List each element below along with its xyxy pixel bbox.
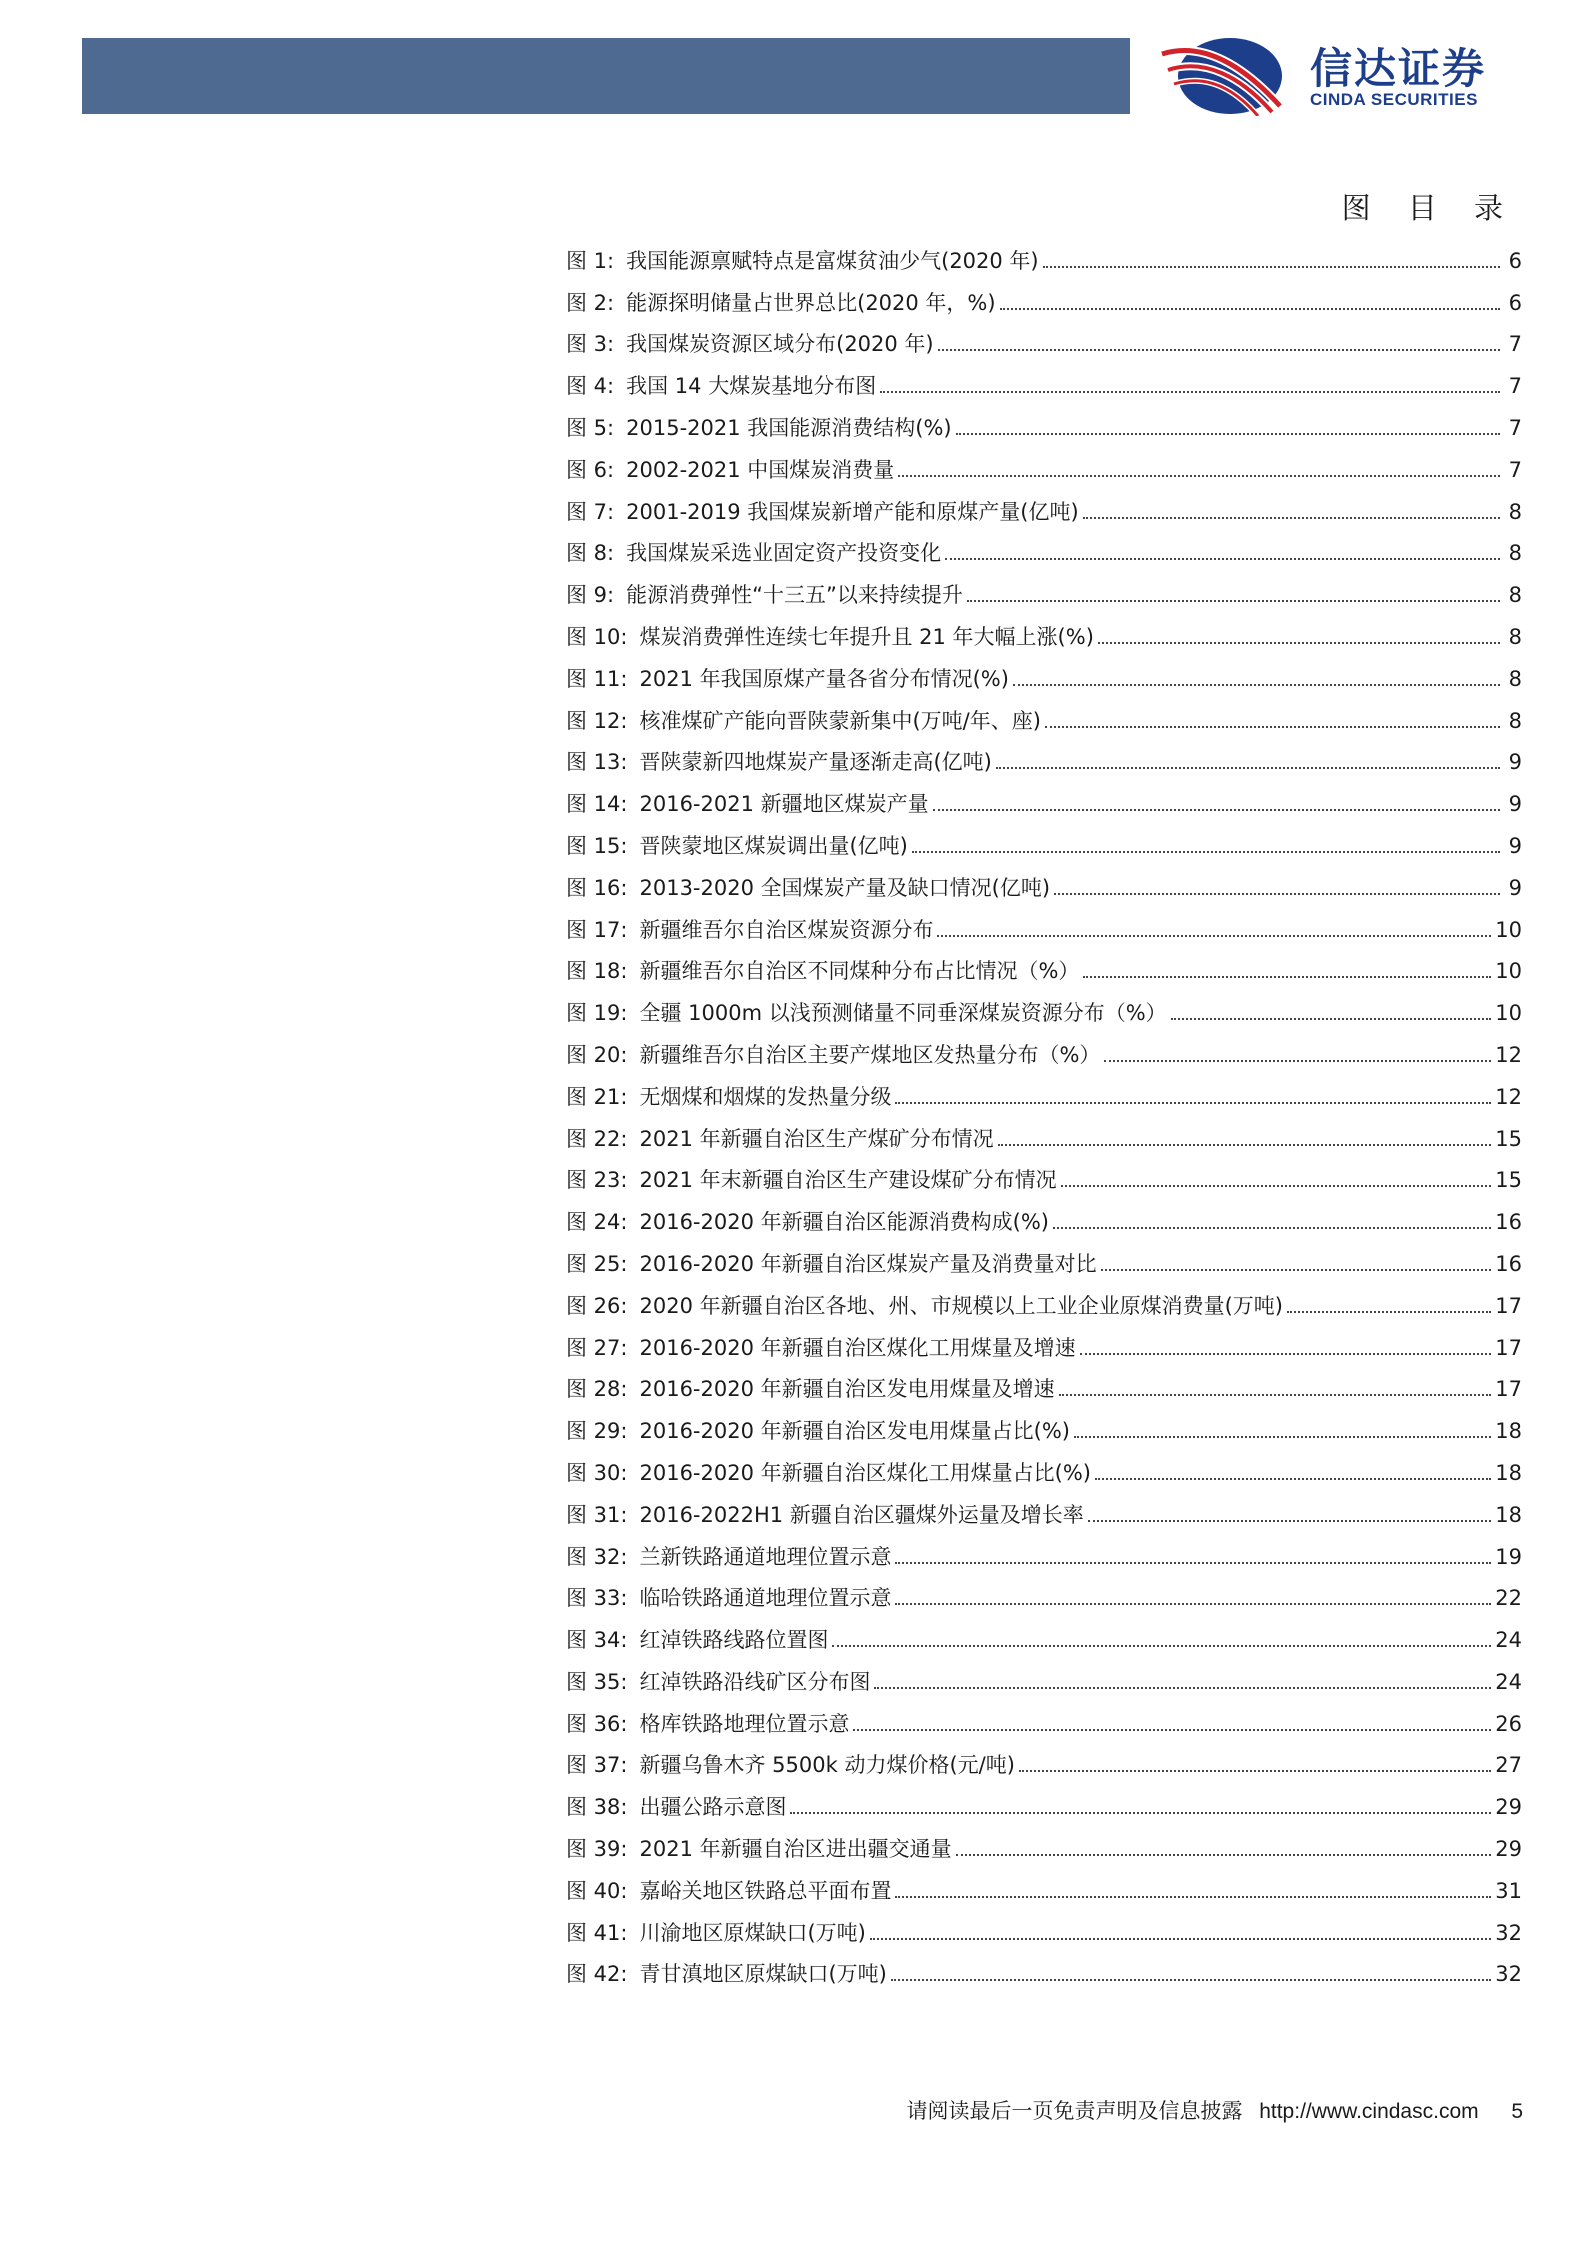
toc-entry-caption: 新疆维吾尔自治区不同煤种分布占比情况（%） <box>639 959 1080 984</box>
toc-dot-leader <box>1287 1311 1491 1313</box>
toc-dot-leader <box>933 809 1500 811</box>
toc-entry[interactable] <box>566 1908 1522 1950</box>
toc-entry-label: 图 16: <box>566 875 628 900</box>
toc-entry-caption: 2002-2021 中国煤炭消费量 <box>626 457 895 482</box>
toc-entry-page: 32 <box>1495 1920 1522 1945</box>
header-brand-bar <box>82 38 1130 114</box>
toc-entry-label: 图 39: <box>566 1837 628 1862</box>
toc-entry-page: 7 <box>1508 415 1522 440</box>
toc-dot-leader <box>1088 1520 1491 1522</box>
toc-entry-page: 17 <box>1495 1293 1522 1318</box>
toc-entry-label: 图 41: <box>566 1920 628 1945</box>
toc-dot-leader <box>1083 976 1491 978</box>
toc-entry-label: 图 11: <box>566 666 628 691</box>
toc-entry[interactable] <box>566 1782 1522 1824</box>
toc-entry-label: 图 19: <box>566 1001 628 1026</box>
toc-entry[interactable] <box>566 1406 1522 1448</box>
toc-entry-label: 图 38: <box>566 1795 628 1820</box>
toc-entry-label: 图 4: <box>566 374 615 399</box>
toc-entry-page: 8 <box>1508 583 1522 608</box>
toc-entry-page: 8 <box>1508 499 1522 524</box>
toc-entry-page: 24 <box>1495 1628 1522 1653</box>
toc-entry[interactable] <box>566 236 1522 278</box>
toc-title: 图 目 录 <box>1341 191 1517 225</box>
toc-entry-label: 图 40: <box>566 1878 628 1903</box>
toc-entry[interactable] <box>566 1490 1522 1532</box>
toc-dot-leader <box>1013 684 1500 686</box>
toc-entry[interactable] <box>566 1239 1522 1281</box>
toc-entry[interactable] <box>566 905 1522 947</box>
toc-entry-label: 图 12: <box>566 708 628 733</box>
page-number: 5 <box>1511 2100 1523 2123</box>
toc-entry[interactable] <box>566 821 1522 863</box>
toc-entry-caption: 2021 年我国原煤产量各省分布情况(%) <box>639 666 1009 691</box>
toc-entry-caption: 我国煤炭资源区域分布(2020 年) <box>626 332 934 357</box>
toc-entry-caption: 煤炭消费弹性连续七年提升且 21 年大幅上涨(%) <box>639 624 1094 649</box>
toc-dot-leader <box>898 475 1500 477</box>
toc-entry-page: 24 <box>1495 1669 1522 1694</box>
toc-dot-leader <box>1083 517 1500 519</box>
toc-entry-label: 图 20: <box>566 1042 628 1067</box>
toc-dot-leader <box>937 935 1491 937</box>
toc-entry-page: 27 <box>1495 1753 1522 1778</box>
toc-entry-caption: 全疆 1000m 以浅预测储量不同垂深煤炭资源分布（%） <box>639 1001 1167 1026</box>
toc-entry-caption: 2020 年新疆自治区各地、州、市规模以上工业企业原煤消费量(万吨) <box>639 1293 1283 1318</box>
toc-entry-caption: 格库铁路地理位置示意 <box>639 1711 850 1736</box>
toc-entry[interactable] <box>566 1657 1522 1699</box>
toc-entry-caption: 2016-2020 年新疆自治区煤炭产量及消费量对比 <box>639 1251 1097 1276</box>
toc-entry-caption: 能源探明储量占世界总比(2020 年，%) <box>626 290 996 315</box>
toc-entry[interactable] <box>566 779 1522 821</box>
toc-entry-page: 16 <box>1495 1251 1522 1276</box>
toc-entry-page: 8 <box>1508 708 1522 733</box>
toc-entry-page: 9 <box>1508 750 1522 775</box>
toc-entry-label: 图 29: <box>566 1419 628 1444</box>
toc-entry-page: 17 <box>1495 1377 1522 1402</box>
toc-entry-label: 图 26: <box>566 1293 628 1318</box>
toc-entry-caption: 我国煤炭采选业固定资产投资变化 <box>626 541 942 566</box>
toc-entry-label: 图 21: <box>566 1084 628 1109</box>
toc-entry-caption: 2016-2022H1 新疆自治区疆煤外运量及增长率 <box>639 1502 1084 1527</box>
toc-dot-leader <box>996 767 1500 769</box>
toc-entry[interactable] <box>566 445 1522 487</box>
toc-dot-leader <box>870 1938 1491 1940</box>
toc-entry-caption: 出疆公路示意图 <box>639 1795 787 1820</box>
toc-entry-label: 图 2: <box>566 290 615 315</box>
toc-entry-caption: 2013-2020 全国煤炭产量及缺口情况(亿吨) <box>639 875 1051 900</box>
toc-entry-label: 图 8: <box>566 541 615 566</box>
toc-entry-label: 图 1: <box>566 248 615 273</box>
toc-entry-label: 图 28: <box>566 1377 628 1402</box>
toc-entry[interactable] <box>566 361 1522 403</box>
toc-entry-page: 7 <box>1508 374 1522 399</box>
toc-entry-caption: 2016-2020 年新疆自治区发电用煤量及增速 <box>639 1377 1055 1402</box>
toc-entry[interactable] <box>566 1156 1522 1198</box>
toc-entry-page: 8 <box>1508 666 1522 691</box>
toc-dot-leader <box>1104 1060 1491 1062</box>
toc-dot-leader <box>853 1729 1491 1731</box>
toc-dot-leader <box>880 391 1500 393</box>
toc-entry-label: 图 18: <box>566 959 628 984</box>
toc-entry-caption: 我国 14 大煤炭基地分布图 <box>626 374 877 399</box>
toc-dot-leader <box>1053 1227 1491 1229</box>
toc-entry-label: 图 3: <box>566 332 615 357</box>
logo-chinese-name: 信达证券 <box>1310 44 1487 93</box>
toc-dot-leader <box>1101 1269 1492 1271</box>
toc-entry[interactable] <box>566 1030 1522 1072</box>
toc-entry-page: 9 <box>1508 833 1522 858</box>
toc-entry[interactable] <box>566 1114 1522 1156</box>
toc-entry[interactable] <box>566 1532 1522 1574</box>
toc-dot-leader <box>1074 1436 1491 1438</box>
toc-entry-page: 18 <box>1495 1419 1522 1444</box>
toc-entry-page: 26 <box>1495 1711 1522 1736</box>
toc-entry-caption: 新疆乌鲁木齐 5500k 动力煤价格(元/吨) <box>639 1753 1015 1778</box>
toc-entry[interactable] <box>566 1448 1522 1490</box>
toc-entry-page: 10 <box>1495 917 1522 942</box>
toc-entry-caption: 临哈铁路通道地理位置示意 <box>639 1586 892 1611</box>
toc-entry[interactable] <box>566 988 1522 1030</box>
toc-dot-leader <box>1019 1770 1491 1772</box>
toc-entry-label: 图 34: <box>566 1628 628 1653</box>
toc-entry-label: 图 17: <box>566 917 628 942</box>
toc-dot-leader <box>1098 642 1500 644</box>
toc-dot-leader <box>1045 726 1500 728</box>
toc-dot-leader <box>912 851 1500 853</box>
toc-entry[interactable] <box>566 696 1522 738</box>
toc-dot-leader <box>895 1603 1491 1605</box>
toc-dot-leader <box>956 433 1500 435</box>
toc-entry-label: 图 9: <box>566 583 615 608</box>
toc-entry-label: 图 6: <box>566 457 615 482</box>
toc-entry-page: 15 <box>1495 1126 1522 1151</box>
toc-entry-page: 7 <box>1508 332 1522 357</box>
toc-entry-label: 图 31: <box>566 1502 628 1527</box>
toc-entry-label: 图 36: <box>566 1711 628 1736</box>
toc-entry-page: 12 <box>1495 1084 1522 1109</box>
toc-entry-caption: 2021 年新疆自治区生产煤矿分布情况 <box>639 1126 994 1151</box>
toc-entry[interactable] <box>566 1197 1522 1239</box>
toc-dot-leader <box>1054 893 1500 895</box>
toc-entry-page: 29 <box>1495 1795 1522 1820</box>
toc-entry-page: 8 <box>1508 541 1522 566</box>
toc-entry-page: 9 <box>1508 792 1522 817</box>
toc-entry-page: 17 <box>1495 1335 1522 1360</box>
toc-entry-caption: 2015-2021 我国能源消费结构(%) <box>626 415 952 440</box>
toc-entry[interactable] <box>566 1741 1522 1783</box>
toc-entry-label: 图 33: <box>566 1586 628 1611</box>
toc-entry[interactable] <box>566 1950 1522 1992</box>
toc-entry[interactable] <box>566 612 1522 654</box>
toc-entry-page: 9 <box>1508 875 1522 900</box>
toc-entry[interactable] <box>566 403 1522 445</box>
toc-entry-caption: 能源消费弹性“十三五”以来持续提升 <box>626 583 963 608</box>
toc-entry-caption: 川渝地区原煤缺口(万吨) <box>639 1920 866 1945</box>
toc-entry-caption: 晋陕蒙新四地煤炭产量逐渐走高(亿吨) <box>639 750 992 775</box>
toc-entry-caption: 无烟煤和烟煤的发热量分级 <box>639 1084 892 1109</box>
toc-entry[interactable] <box>566 529 1522 571</box>
toc-dot-leader <box>1000 308 1500 310</box>
toc-entry-label: 图 5: <box>566 415 615 440</box>
toc-dot-leader <box>938 349 1500 351</box>
toc-entry[interactable] <box>566 1365 1522 1407</box>
toc-entry-caption: 青甘滇地区原煤缺口(万吨) <box>639 1962 887 1987</box>
toc-dot-leader <box>895 1562 1491 1564</box>
toc-entry[interactable] <box>566 487 1522 529</box>
company-logo <box>1160 30 1560 120</box>
toc-entry-caption: 2016-2020 年新疆自治区煤化工用煤量及增速 <box>639 1335 1076 1360</box>
toc-entry-caption: 2016-2020 年新疆自治区发电用煤量占比(%) <box>639 1419 1070 1444</box>
toc-entry-label: 图 13: <box>566 750 628 775</box>
toc-entry[interactable] <box>566 1323 1522 1365</box>
toc-entry-label: 图 30: <box>566 1460 628 1485</box>
toc-entry[interactable] <box>566 863 1522 905</box>
page-footer <box>907 2095 1523 2125</box>
toc-entry[interactable] <box>566 1574 1522 1616</box>
toc-dot-leader <box>874 1687 1491 1689</box>
toc-entry-page: 10 <box>1495 959 1522 984</box>
toc-dot-leader <box>1080 1353 1492 1355</box>
toc-entry-label: 图 37: <box>566 1753 628 1778</box>
toc-entry[interactable] <box>566 1824 1522 1866</box>
toc-entry-caption: 兰新铁路通道地理位置示意 <box>639 1544 892 1569</box>
toc-entry-label: 图 14: <box>566 792 628 817</box>
toc-dot-leader <box>1095 1478 1491 1480</box>
toc-entry-caption: 我国能源禀赋特点是富煤贫油少气(2020 年) <box>626 248 1039 273</box>
toc-entry[interactable] <box>566 320 1522 362</box>
cinda-logo-icon <box>1160 32 1286 116</box>
toc-entry-caption: 红淖铁路沿线矿区分布图 <box>639 1669 871 1694</box>
toc-dot-leader <box>998 1144 1492 1146</box>
toc-entry-label: 图 27: <box>566 1335 628 1360</box>
toc-entry-label: 图 15: <box>566 833 628 858</box>
toc-entry[interactable] <box>566 1615 1522 1657</box>
toc-entry-label: 图 22: <box>566 1126 628 1151</box>
toc-entry-label: 图 35: <box>566 1669 628 1694</box>
toc-dot-leader <box>1043 266 1500 268</box>
toc-entry-page: 6 <box>1508 248 1522 273</box>
toc-entry[interactable] <box>566 1072 1522 1114</box>
toc-entry-caption: 2021 年末新疆自治区生产建设煤矿分布情况 <box>639 1168 1057 1193</box>
toc-entry-page: 16 <box>1495 1210 1522 1235</box>
toc-entry-label: 图 7: <box>566 499 615 524</box>
toc-entry-page: 8 <box>1508 624 1522 649</box>
toc-entry-caption: 新疆维吾尔自治区主要产煤地区发热量分布（%） <box>639 1042 1101 1067</box>
toc-dot-leader <box>895 1896 1491 1898</box>
toc-entry-caption: 晋陕蒙地区煤炭调出量(亿吨) <box>639 833 908 858</box>
toc-entry-page: 15 <box>1495 1168 1522 1193</box>
toc-dot-leader <box>1059 1394 1492 1396</box>
toc-entry-page: 19 <box>1495 1544 1522 1569</box>
toc-entry-page: 6 <box>1508 290 1522 315</box>
toc-dot-leader <box>967 600 1500 602</box>
toc-entry[interactable] <box>566 570 1522 612</box>
toc-entry[interactable] <box>566 738 1522 780</box>
toc-dot-leader <box>1171 1018 1492 1020</box>
toc-entry-label: 图 25: <box>566 1251 628 1276</box>
toc-entry-caption: 2016-2021 新疆地区煤炭产量 <box>639 792 929 817</box>
toc-entry-page: 31 <box>1495 1878 1522 1903</box>
toc-entry-caption: 核准煤矿产能向晋陕蒙新集中(万吨/年、座) <box>639 708 1041 733</box>
toc-entry-page: 29 <box>1495 1837 1522 1862</box>
figure-list <box>566 236 1522 1991</box>
toc-entry-page: 7 <box>1508 457 1522 482</box>
footer-url-link[interactable]: http://www.cindasc.com <box>1259 2100 1479 2123</box>
toc-entry[interactable] <box>566 278 1522 320</box>
footer-disclaimer[interactable]: 请阅读最后一页免责声明及信息披露 <box>906 2099 1243 2123</box>
toc-entry-caption: 2001-2019 我国煤炭新增产能和原煤产量(亿吨) <box>626 499 1079 524</box>
toc-entry-caption: 2016-2020 年新疆自治区能源消费构成(%) <box>639 1210 1049 1235</box>
toc-entry-label: 图 10: <box>566 624 628 649</box>
toc-entry[interactable] <box>566 654 1522 696</box>
toc-dot-leader <box>956 1854 1492 1856</box>
toc-dot-leader <box>895 1102 1491 1104</box>
toc-entry-page: 32 <box>1495 1962 1522 1987</box>
toc-entry[interactable] <box>566 947 1522 989</box>
toc-entry-page: 22 <box>1495 1586 1522 1611</box>
toc-entry-page: 18 <box>1495 1502 1522 1527</box>
toc-entry[interactable] <box>566 1699 1522 1741</box>
toc-dot-leader <box>1061 1185 1492 1187</box>
toc-entry-caption: 新疆维吾尔自治区煤炭资源分布 <box>639 917 934 942</box>
toc-entry[interactable] <box>566 1866 1522 1908</box>
toc-entry-caption: 嘉峪关地区铁路总平面布置 <box>639 1878 892 1903</box>
toc-dot-leader <box>891 1979 1491 1981</box>
toc-entry-label: 图 24: <box>566 1210 628 1235</box>
toc-entry-caption: 2016-2020 年新疆自治区煤化工用煤量占比(%) <box>639 1460 1091 1485</box>
toc-entry-page: 10 <box>1495 1001 1522 1026</box>
toc-entry[interactable] <box>566 1281 1522 1323</box>
toc-dot-leader <box>832 1645 1491 1647</box>
toc-entry-page: 18 <box>1495 1460 1522 1485</box>
toc-entry-label: 图 42: <box>566 1962 628 1987</box>
toc-entry-caption: 2021 年新疆自治区进出疆交通量 <box>639 1837 952 1862</box>
toc-entry-caption: 红淖铁路线路位置图 <box>639 1628 829 1653</box>
toc-entry-page: 12 <box>1495 1042 1522 1067</box>
logo-english-name: CINDA SECURITIES <box>1310 90 1478 109</box>
toc-entry-label: 图 23: <box>566 1168 628 1193</box>
toc-entry-label: 图 32: <box>566 1544 628 1569</box>
toc-dot-leader <box>945 558 1500 560</box>
toc-dot-leader <box>790 1812 1491 1814</box>
